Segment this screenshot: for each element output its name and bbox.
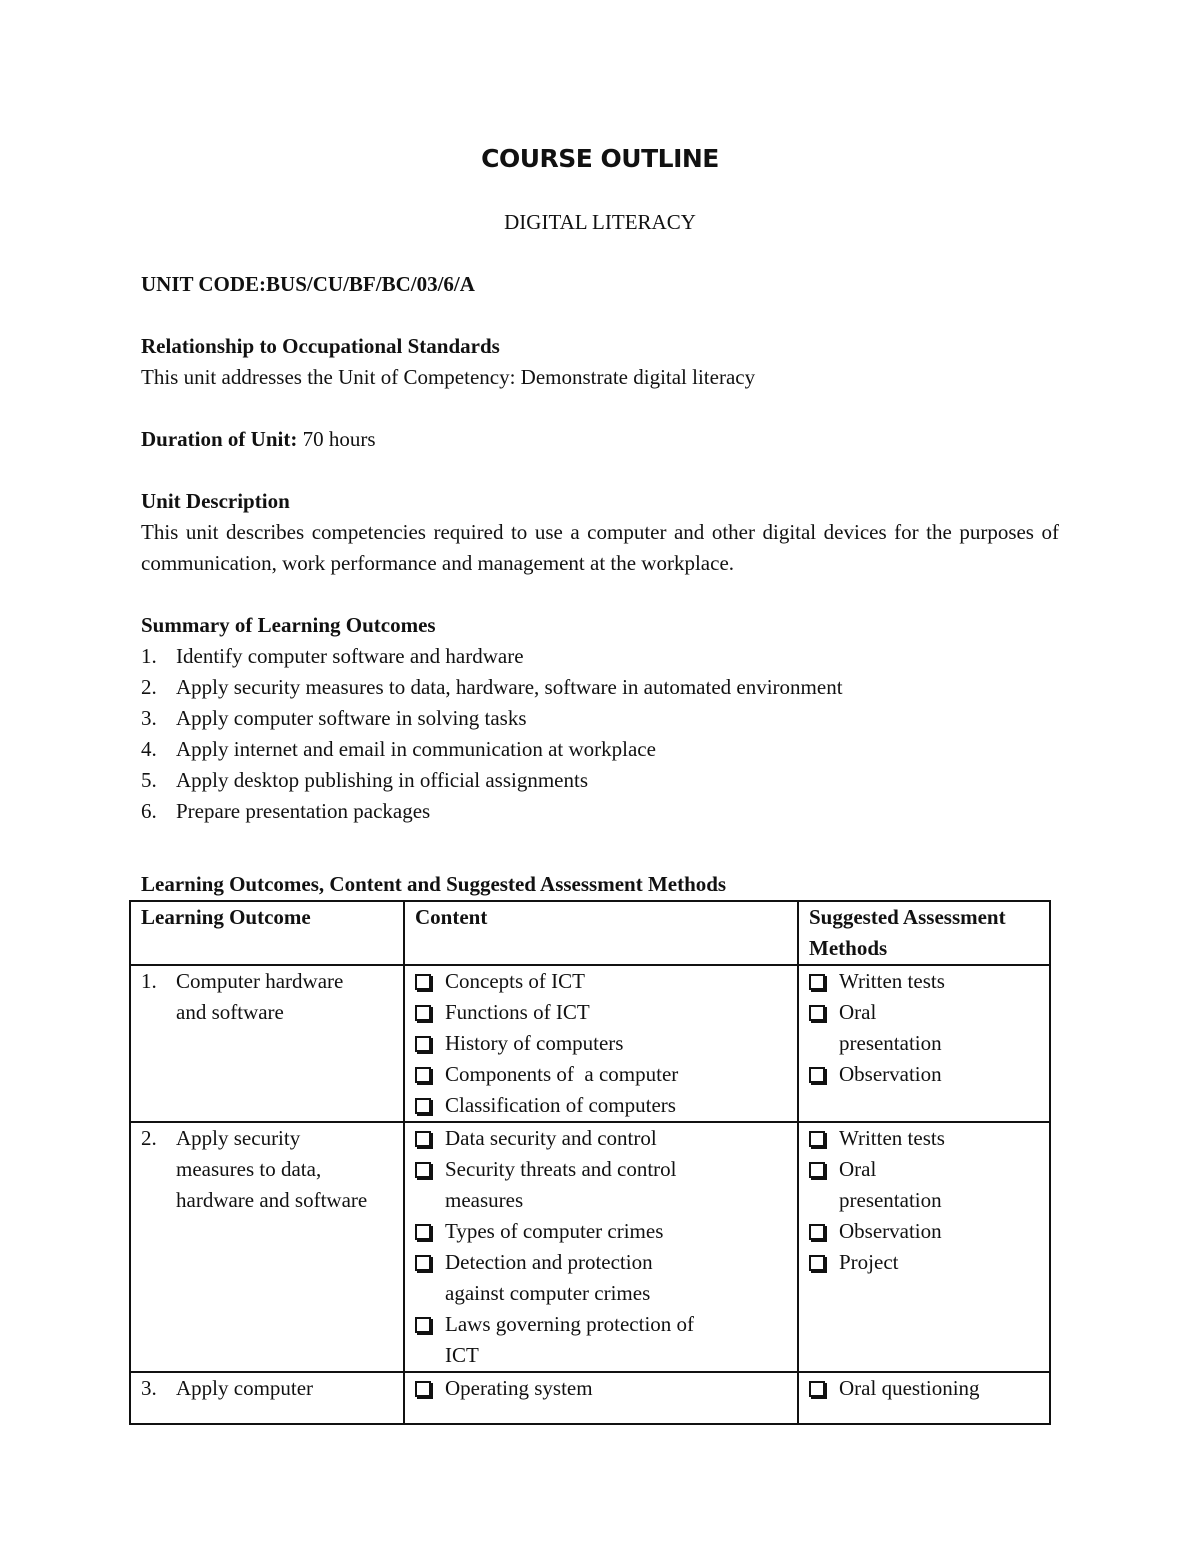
checkbox-icon — [415, 1224, 431, 1240]
list-item — [415, 966, 797, 997]
duration-label: Duration of Unit: — [141, 427, 298, 451]
list-item — [415, 1154, 797, 1216]
list-item — [809, 1247, 1049, 1278]
content-text: measures — [445, 1188, 524, 1212]
list-item-number: 3. — [141, 706, 157, 730]
checkbox-icon — [809, 1067, 825, 1083]
content-cell — [404, 1372, 798, 1424]
checkbox-icon — [809, 1131, 825, 1147]
list-item — [141, 765, 588, 796]
checkbox-icon — [809, 1005, 825, 1021]
header-assessment-line: Methods — [809, 936, 888, 960]
list-item-number: 6. — [141, 799, 157, 823]
outcome-cell — [130, 1122, 404, 1372]
description-text: This unit describes competencies required to use a computer and other digital devices for the purposes of communication, work performance and management at the workplace. — [141, 520, 1059, 575]
header-assessment — [798, 901, 1050, 965]
list-item — [415, 997, 797, 1028]
assessment-cell — [798, 1372, 1050, 1424]
list-item — [809, 1123, 1049, 1154]
table-row — [130, 1372, 1050, 1424]
assessment-text: Written tests — [839, 1126, 945, 1150]
checkbox-icon — [809, 1162, 825, 1178]
header-content: Content — [404, 901, 798, 965]
assessment-text: Written tests — [839, 969, 945, 993]
table-row — [130, 965, 1050, 1122]
list-item-number: 5. — [141, 768, 157, 792]
list-item — [141, 734, 656, 765]
content-cell — [404, 1122, 798, 1372]
list-item — [141, 796, 430, 827]
list-item — [415, 1309, 797, 1371]
content-text: against computer crimes — [445, 1281, 651, 1305]
list-item-text: Prepare presentation packages — [176, 799, 431, 823]
checkbox-icon — [809, 1255, 825, 1271]
duration-line — [141, 424, 376, 455]
unit-code: UNIT CODE:BUS/CU/BF/BC/03/6/A — [141, 272, 475, 296]
checkbox-icon — [415, 1131, 431, 1147]
content-text: Data security and control — [445, 1126, 657, 1150]
assessment-text: Oral — [839, 1157, 877, 1181]
outcome-number: 1. — [141, 969, 157, 993]
outcome-text: hardware and software — [176, 1188, 368, 1212]
summary-heading: Summary of Learning Outcomes — [141, 613, 436, 637]
content-text: History of computers — [445, 1031, 624, 1055]
relationship-heading: Relationship to Occupational Standards — [141, 334, 500, 358]
outcome-cell — [130, 965, 404, 1122]
assessment-text: Oral — [839, 1000, 877, 1024]
duration-value: 70 hours — [297, 427, 376, 451]
content-text: Operating system — [445, 1376, 593, 1400]
list-item-text: Apply internet and email in communication at workplace — [176, 737, 656, 761]
table-header-row — [130, 901, 1050, 965]
content-cell — [404, 965, 798, 1122]
outcome-cell — [130, 1372, 404, 1424]
checkbox-icon — [415, 1098, 431, 1114]
checkbox-icon — [415, 974, 431, 990]
list-item — [809, 1154, 1049, 1216]
checkbox-icon — [415, 1005, 431, 1021]
list-item — [141, 703, 527, 734]
checkbox-icon — [415, 1036, 431, 1052]
list-item — [809, 1216, 1049, 1247]
list-item-text: Apply desktop publishing in official assignments — [176, 768, 589, 792]
checkbox-icon — [809, 1224, 825, 1240]
assessment-cell — [798, 1122, 1050, 1372]
outcomes-table — [129, 900, 1051, 1425]
list-item — [809, 1373, 1049, 1404]
list-item — [415, 1247, 797, 1309]
description-heading: Unit Description — [141, 489, 290, 513]
list-item-text: Apply computer software in solving tasks — [176, 706, 527, 730]
list-item — [141, 672, 843, 703]
list-item-number: 4. — [141, 737, 157, 761]
assessment-text: Observation — [839, 1219, 942, 1243]
outcome-text: Computer hardware — [176, 969, 344, 993]
assessment-cell — [798, 965, 1050, 1122]
table-row — [130, 1122, 1050, 1372]
outcome-text: and software — [176, 1000, 284, 1024]
list-item — [415, 1028, 797, 1059]
list-item — [415, 1123, 797, 1154]
content-text: Detection and protection — [445, 1250, 653, 1274]
checkbox-icon — [415, 1067, 431, 1083]
assessment-text: presentation — [839, 1031, 942, 1055]
assessment-text: Observation — [839, 1062, 942, 1086]
checkbox-icon — [415, 1162, 431, 1178]
list-item — [415, 1216, 797, 1247]
outcome-text: Apply computer — [176, 1376, 314, 1400]
assessment-text: Oral questioning — [839, 1376, 980, 1400]
table-heading: Learning Outcomes, Content and Suggested Assessment Methods — [141, 872, 727, 896]
content-text: Laws governing protection of — [445, 1312, 695, 1336]
content-text: Functions of ICT — [445, 1000, 590, 1024]
list-item-number: 1. — [141, 644, 157, 668]
content-text: Components of a computer — [445, 1062, 679, 1086]
content-text: Security threats and control — [445, 1157, 677, 1181]
list-item — [415, 1373, 797, 1404]
list-item — [809, 997, 1049, 1059]
content-text: ICT — [445, 1343, 479, 1367]
list-item-number: 2. — [141, 675, 157, 699]
list-item-text: Apply security measures to data, hardware, software in automated environment — [176, 675, 843, 699]
list-item-text: Identify computer software and hardware — [176, 644, 524, 668]
document-subtitle: DIGITAL LITERACY — [504, 210, 696, 234]
content-text: Concepts of ICT — [445, 969, 585, 993]
checkbox-icon — [809, 974, 825, 990]
list-item — [809, 966, 1049, 997]
content-text: Classification of computers — [445, 1093, 676, 1117]
list-item — [141, 641, 524, 672]
relationship-text: This unit addresses the Unit of Competency: Demonstrate digital literacy — [141, 365, 756, 389]
list-item — [809, 1059, 1049, 1090]
content-text: Types of computer crimes — [445, 1219, 664, 1243]
list-item — [415, 1059, 797, 1090]
outcome-text: measures to data, — [176, 1157, 322, 1181]
header-assessment-line: Suggested Assessment — [809, 905, 1006, 929]
document-title: COURSE OUTLINE — [481, 144, 719, 173]
assessment-text: Project — [839, 1250, 899, 1274]
outcome-number: 2. — [141, 1126, 157, 1150]
checkbox-icon — [415, 1317, 431, 1333]
outcome-text: Apply security — [176, 1126, 301, 1150]
checkbox-icon — [415, 1381, 431, 1397]
checkbox-icon — [415, 1255, 431, 1271]
header-learning-outcome: Learning Outcome — [130, 901, 404, 965]
assessment-text: presentation — [839, 1188, 942, 1212]
checkbox-icon — [809, 1381, 825, 1397]
outcome-number: 3. — [141, 1376, 157, 1400]
list-item — [415, 1090, 797, 1121]
